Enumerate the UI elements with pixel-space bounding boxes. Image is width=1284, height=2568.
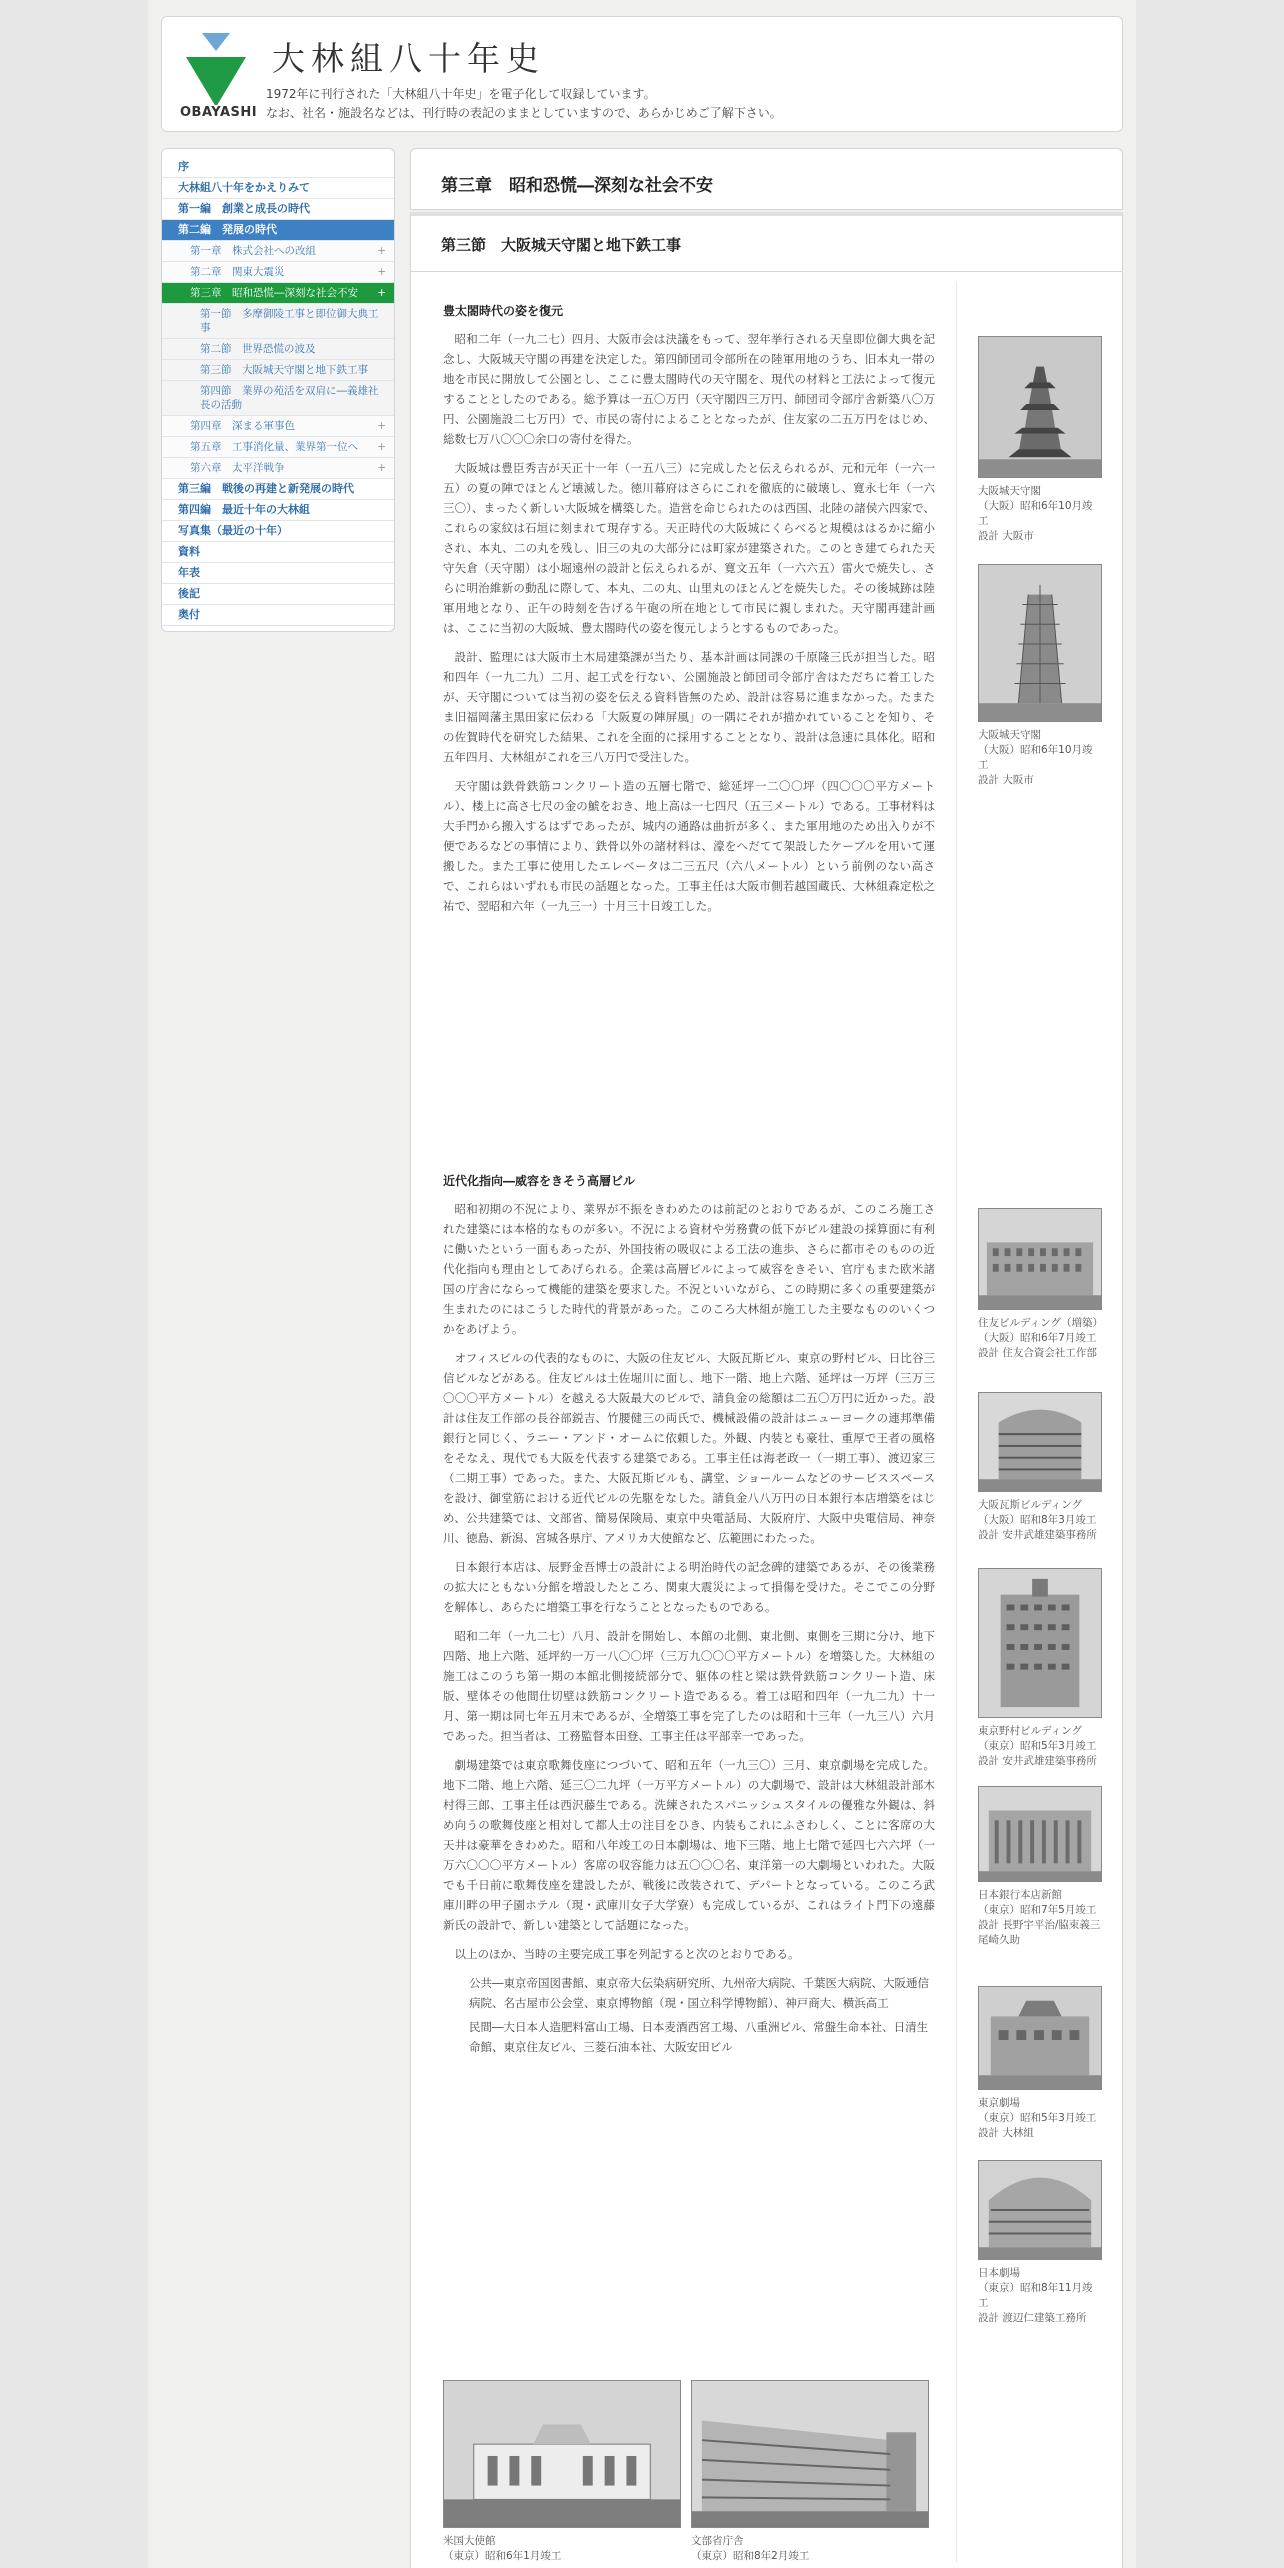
building-icon — [979, 1569, 1101, 1717]
nav-item-label: 第二章 関東大震災 — [190, 266, 285, 278]
expand-icon[interactable]: + — [377, 245, 386, 257]
nav-item-chapter3[interactable] — [162, 283, 394, 304]
nav-item-chapter4[interactable] — [162, 416, 394, 437]
column-divider — [956, 282, 957, 2562]
expand-icon[interactable]: + — [377, 462, 386, 474]
photo-image[interactable] — [978, 1208, 1102, 1310]
nav-item-preface[interactable]: 序 — [162, 157, 394, 178]
subheading: 近代化指向―威容をきそう高層ビル — [443, 1174, 636, 1188]
nav-item-afterword[interactable]: 後記 — [162, 584, 394, 605]
photo-caption — [978, 1498, 1102, 1543]
obayashi-logo-icon — [178, 31, 258, 105]
theater-icon — [979, 1987, 1101, 2089]
logo-text: OBAYASHI — [180, 105, 258, 120]
caption-line: （東京）昭和7年5月竣工 — [978, 1904, 1097, 1916]
photo-caption — [978, 1316, 1102, 1361]
section-title: 第三節 大阪城天守閣と地下鉄工事 — [441, 236, 682, 254]
caption-line: 設計 安井武雄建築事務所 — [978, 1755, 1097, 1767]
photo-caption — [978, 728, 1102, 788]
nav-item-section2[interactable]: 第二節 世界恐慌の波及 — [162, 339, 394, 360]
caption-line: （東京）昭和6年1月竣工 — [443, 2550, 562, 2562]
paragraph: 以上のほか、当時の主要完成工事を列記すると次のとおりである。 — [454, 1947, 800, 1961]
building-icon — [444, 2381, 680, 2527]
photo-nomura-building[interactable] — [978, 1568, 1102, 1769]
photo-image[interactable] — [978, 336, 1102, 478]
caption-line: 日本劇場 — [978, 2267, 1020, 2279]
article-part1 — [443, 302, 935, 925]
nav-item-part1[interactable]: 第一編 創業と成長の時代 — [162, 199, 394, 220]
building-icon — [979, 1209, 1101, 1309]
photo-caption — [691, 2534, 929, 2564]
article-content — [410, 272, 1123, 2568]
nav-item-part2[interactable]: 第二編 発展の時代 — [162, 220, 394, 241]
photo-caption — [978, 2266, 1102, 2326]
caption-line: 設計 大阪市 — [978, 774, 1034, 786]
section-header — [410, 212, 1123, 272]
nav-item-section4[interactable]: 第四節 業界の苑活を双肩に―義雄社長の活動 — [162, 381, 394, 416]
nav-item-section3[interactable]: 第三節 大阪城天守閣と地下鉄工事 — [162, 360, 394, 381]
caption-line: （大阪）昭和8年3月竣工 — [978, 1514, 1097, 1526]
article-part2 — [443, 1172, 935, 2061]
photo-nichigeki[interactable] — [978, 2160, 1102, 2326]
expand-icon[interactable]: + — [377, 266, 386, 278]
caption-line: 東京野村ビルディング — [978, 1725, 1082, 1737]
photo-image[interactable] — [978, 1786, 1102, 1882]
paragraph: 大阪城は豊臣秀吉が天正十一年（一五八三）に完成したと伝えられるが、元和元年（一六一五）の夏の陣でほとんど壊滅した。徳川幕府はさらにこれを徹底的に破壊し、寛永七年（一六三〇）、まったく新しい大阪城を構築した。造営を命じられたのは西国、北陸の諸侯六四家で、これらの家紋は石垣に刻まれて現存する。天正時代の大阪城にくらべると規模ははるかに縮小され、本丸、二の丸を残し、旧三の丸の大部分には町家が建築された。このとき建てられた天守矢倉（天守閣）は小堀遠州の設計と伝えられるが、寛文五年（一六六五）雷火で焼失し、さらに明治維新の動乱に際して、本丸、二の丸、山里丸のほとんどを焼失した。その後城跡は陸軍用地となり、正午の時刻を告げる午砲の所在地として市民に親しまれた。天守閣再建計画は、ここに当初の大阪城、豊太閤時代の姿を復元しようとするものであった。 — [443, 461, 935, 635]
photo-osaka-gas-building[interactable] — [978, 1392, 1102, 1543]
nav-item-section1[interactable]: 第一節 多摩御陵工事と即位御大典工事 — [162, 304, 394, 339]
caption-line: 大阪城天守閣 — [978, 729, 1041, 741]
paragraph: 昭和二年（一九二七）四月、大阪市会は決議をもって、翌年挙行される天皇即位御大典を記念し、大阪城天守閣の再建を決定した。第四師団司令部所在の陸軍用地のうち、旧本丸一帯の地を市民に開放して公園とし、ここに豊太閤時代の天守閣を、現代の材料と工法によって復元することとしたのである。総予算は一五〇万円（天守閣四三万円、師団司令部庁舎新築八〇万円、公園施設二七万円）で、市民の寄付によることとなったが、住友家の二五万円をはじめ、総数七万八〇〇〇余口の寄付を得た。 — [443, 332, 935, 446]
caption-line: 大阪城天守閣 — [978, 485, 1041, 497]
site-description-line: なお、社名・施設名などは、刊行時の表記のままとしていますので、あらかじめご了解下さい。 — [266, 106, 782, 120]
photo-image[interactable] — [978, 564, 1102, 722]
site-header — [161, 16, 1123, 132]
paragraph: 天守閣は鉄骨鉄筋コンクリート造の五層七階で、総延坪一二〇〇坪（四〇〇〇平方メートル）、楼上に高さ七尺の金の鯱をおき、地上高は一七四尺（五三メートル）である。工事材料は大手門から搬入するはずであったが、城内の通路は曲折が多く、また軍用地のため出入りが不便であるなどの事情により、鉄骨以外の諸材料は、濠をへだてて架設したケーブルを用いて運搬した。また工事に使用したエレベータは二三五尺（六八メートル）という前例のない高さで、これらはいずれも市民の話題となった。工事主任は大阪市側若越国蔵氏、大林組森定松之祐で、翌昭和六年（一九三一）十月三十日竣工した。 — [443, 779, 935, 913]
photo-image[interactable] — [978, 1568, 1102, 1718]
photo-tokyo-gekijo[interactable] — [978, 1986, 1102, 2141]
caption-line: 東京劇場 — [978, 2097, 1020, 2109]
nav-item-retrospect[interactable]: 大林組八十年をかえりみて — [162, 178, 394, 199]
theater-icon — [979, 2161, 1101, 2259]
nav-item-chapter6[interactable] — [162, 458, 394, 479]
site-description — [266, 85, 782, 123]
nav-item-label: 第一章 株式会社への改組 — [190, 245, 316, 257]
caption-line: 文部省庁舎 — [691, 2535, 744, 2547]
caption-line: （東京）昭和5年3月竣工 — [978, 1740, 1097, 1752]
building-icon — [692, 2381, 928, 2527]
chapter-title: 第三章 昭和恐慌―深刻な社会不安 — [441, 176, 713, 196]
caption-line: （大阪）昭和6年10月竣工 — [978, 744, 1093, 771]
paragraph: 昭和二年（一九二七）八月、設計を開始し、本館の北側、東北側、東側を三期に分け、地下四階、地上六階、延坪約一万一八〇〇坪（三万九〇〇〇平方メートル）を増築した。大林組の施工はこのうち第一期の本館北側接続部分で、躯体の柱と梁は鉄骨鉄筋コンクリート造、床版、壁体その他間仕切壁は鉄筋コンクリート造であるる。着工は昭和四年（一九二九）十一月、第一期は同七年五月末であるが、全増築工事を完了したのは昭和十三年（一九三八）六月であった。担当者は、工務監督本田登、工事主任は平部幸一であった。 — [443, 1629, 935, 1743]
caption-line: （東京）昭和8年11月竣工 — [978, 2282, 1093, 2309]
photo-us-embassy[interactable] — [443, 2380, 681, 2564]
scaffolding-icon — [979, 565, 1101, 721]
paragraph: 昭和初期の不況により、業界が不振をきわめたのは前記のとおりであるが、このころ施工された建築には本格的なものが多い。不況による資材や労務費の低下がビル建設の採算面に有利に働いたという一面もあったが、外国技術の吸収による工法の進歩、さらに都市そのものの近代化指向も理由としてあげられる。企業は高層ビルによって威容をきそい、官庁もまた欧米諸国の庁舎にならって機能的建築を要求した。不況といいながら、この時期に多くの重要建築が生まれたのにはこうした時代的背景があった。このころ大林組が施工した主要なもののいくつかをあげよう。 — [443, 1202, 935, 1336]
site-title[interactable]: 大林組八十年史 — [272, 39, 545, 78]
site-description-line: 1972年に刊行された「大林組八十年史」を電子化して収録しています。 — [266, 87, 656, 101]
caption-line: （大阪）昭和6年10月竣工 — [978, 500, 1093, 527]
nav-item-part3[interactable]: 第三編 戦後の再建と新発展の時代 — [162, 479, 394, 500]
photo-osaka-castle-2[interactable] — [978, 564, 1102, 788]
photo-sumitomo-building[interactable] — [978, 1208, 1102, 1361]
photo-caption — [443, 2534, 681, 2564]
photo-caption — [978, 484, 1102, 544]
caption-line: 米国大使館 — [443, 2535, 496, 2547]
building-icon — [979, 1787, 1101, 1881]
caption-line: 大阪瓦斯ビルディング — [978, 1499, 1082, 1511]
caption-line: （東京）昭和5年3月竣工 — [978, 2112, 1097, 2124]
caption-line: 設計 安井武雄建築事務所 — [978, 1529, 1097, 1541]
caption-line: （東京）昭和8年2月竣工 — [691, 2550, 810, 2562]
photo-bank-of-japan[interactable] — [978, 1786, 1102, 1948]
paragraph: 劇場建築では東京歌舞伎座につづいて、昭和五年（一九三〇）三月、東京劇場を完成した。地下二階、地上六階、延三〇二九坪（一万平方メートル）の大劇場で、設計は大林組設計部木村得三郎、工事主任は西沢藤生である。洗練されたスパニッシュスタイルの優雅な外観は、斜め向うの歌舞伎座と相対して都人士の注目をひき、内装もこれにふさわしく、ことに客席の大天井は豪華をきわめた。昭和八年竣工の日本劇場は、地下三階、地上七階で延四七六六坪（一万六〇〇〇平方メートル）客席の収容能力は五〇〇〇名、東洋第一の大劇場といわれた。大阪でも千日前に歌舞伎座を建設したが、戦後に改装されて、デパートとなっている。このころ武庫川畔の甲子園ホテル（現・武庫川女子大学寮）も完成しているが、これはライト門下の遠藤新氏の設計で、新しい建築として話題になった。 — [443, 1758, 935, 1932]
nav-item-photo-collection[interactable]: 写真集（最近の十年） — [162, 521, 394, 542]
caption-line: 設計 大林組 — [978, 2127, 1034, 2139]
caption-line: （大阪）昭和6年7月竣工 — [978, 1332, 1097, 1344]
sidebar-nav — [161, 148, 395, 632]
completed-works-private: 民間―大日本人造肥料富山工場、日本麦酒西宮工場、八重洲ビル、常盤生命本社、日清生命館、東京住友ビル、三菱石油本社、大阪安田ビル — [469, 2020, 929, 2054]
castle-icon — [979, 337, 1101, 477]
caption-line: 尾崎久助 — [978, 1934, 1020, 1946]
nav-item-chapter1[interactable] — [162, 241, 394, 262]
completed-works-public: 公共―東京帝国図書館、東京帝大伝染病研究所、九州帝大病院、千葉医大病院、大阪逓信病院、名古屋市公会堂、東京博物館（現・国立科学博物館）、神戸商大、横浜高工 — [469, 1976, 929, 2010]
nav-item-chronology[interactable]: 年表 — [162, 563, 394, 584]
photo-osaka-castle-1[interactable] — [978, 336, 1102, 544]
photo-image[interactable] — [691, 2380, 929, 2528]
building-icon — [979, 1393, 1101, 1491]
paragraph: オフィスビルの代表的なものに、大阪の住友ビル、大阪瓦斯ビル、東京の野村ビル、日比谷三信ビルなどがある。住友ビルは土佐堀川に面し、地下一階、地上六階、延坪は一万坪（三万三〇〇〇平方メートル）を越える大阪最大のビルで、請負金の総額は二五〇万円に近かった。設計は住友工作部の長谷部鋭吉、竹腰健三の両氏で、機械設備の設計はニューヨークの連邦準備銀行と同じく、ラニー・アンド・オームに依頼した。外観、内装とも豪壮、重厚で王者の風格をそなえ、現代でも大阪を代表する建築である。工事主任は海老政一（一期工事）、渡辺家三（二期工事）であった。また、大阪瓦斯ビルも、講堂、ショールームなどのサービススペースを設け、御堂筋における近代ビルの先駆をなした。請負金八八万円の日本銀行本店増築をはじめ、公共建築では、文部省、簡易保険局、東京中央電話局、大阪府庁、大阪中央電信局、神奈川、徳島、新潟、宮城各県庁、アメリカ大使館など、広範囲にわたった。 — [443, 1351, 935, 1545]
caption-line: 設計 大阪市 — [978, 530, 1034, 542]
expand-icon[interactable]: + — [377, 441, 386, 453]
nav-item-label: 第四章 深まる軍事色 — [190, 420, 295, 432]
photo-monbusho[interactable] — [691, 2380, 929, 2564]
caption-line: 設計 渡辺仁建築工務所 — [978, 2312, 1087, 2324]
photo-image[interactable] — [443, 2380, 681, 2528]
nav-item-colophon[interactable]: 奥付 — [162, 605, 394, 626]
caption-line: 住友ビルディング（増築） — [978, 1317, 1103, 1329]
nav-item-label: 第六章 太平洋戦争 — [190, 462, 285, 474]
caption-line: 日本銀行本店新館 — [978, 1889, 1062, 1901]
paragraph: 日本銀行本店は、辰野金吾博士の設計による明治時代の記念碑的建築であるが、その後業務の拡大にともない分館を増設したところ、関東大震災によって損傷を受けた。そこでこの分野を解体し、あらたに増築工事を行なうこととなったものである。 — [443, 1560, 935, 1614]
nav-item-chapter5[interactable] — [162, 437, 394, 458]
nav-item-label: 第五章 工事消化量、業界第一位へ — [190, 441, 358, 453]
nav-item-materials[interactable]: 資料 — [162, 542, 394, 563]
expand-icon[interactable]: + — [377, 420, 386, 432]
nav-item-label: 第三章 昭和恐慌―深刻な社会不安 — [190, 287, 358, 299]
subheading: 豊太閤時代の姿を復元 — [443, 304, 564, 318]
paragraph: 設計、監理には大阪市土木局建築課が当たり、基本計画は同課の千原隆三氏が担当した。昭和四年（一九二九）二月、起工式を行ない、公園施設と師団司令部庁舎はただちに着工したが、天守閣については当初の姿を伝える資料皆無のため、設計は容易に進まなかった。たまたま旧福岡藩主黒田家に伝わる「大阪夏の陣屏風」の一隅にそれが描かれていることを知り、その佐賀時代を研究した結果、これを全面的に採用することとなり、設計は急速に具体化。昭和五年四月、大林組がこれを三八万円で受注した。 — [443, 650, 935, 764]
caption-line: 設計 長野宇平治/脇束義三 — [978, 1919, 1101, 1931]
photo-caption — [978, 1724, 1102, 1769]
photo-image[interactable] — [978, 2160, 1102, 2260]
caption-line: 設計 住友合資会社工作部 — [978, 1347, 1097, 1359]
photo-caption — [978, 1888, 1102, 1948]
photo-caption — [978, 2096, 1102, 2141]
nav-item-part4[interactable]: 第四編 最近十年の大林組 — [162, 500, 394, 521]
expand-icon[interactable]: + — [377, 287, 386, 299]
chapter-header — [410, 148, 1123, 210]
photo-image[interactable] — [978, 1392, 1102, 1492]
photo-image[interactable] — [978, 1986, 1102, 2090]
nav-item-chapter2[interactable] — [162, 262, 394, 283]
